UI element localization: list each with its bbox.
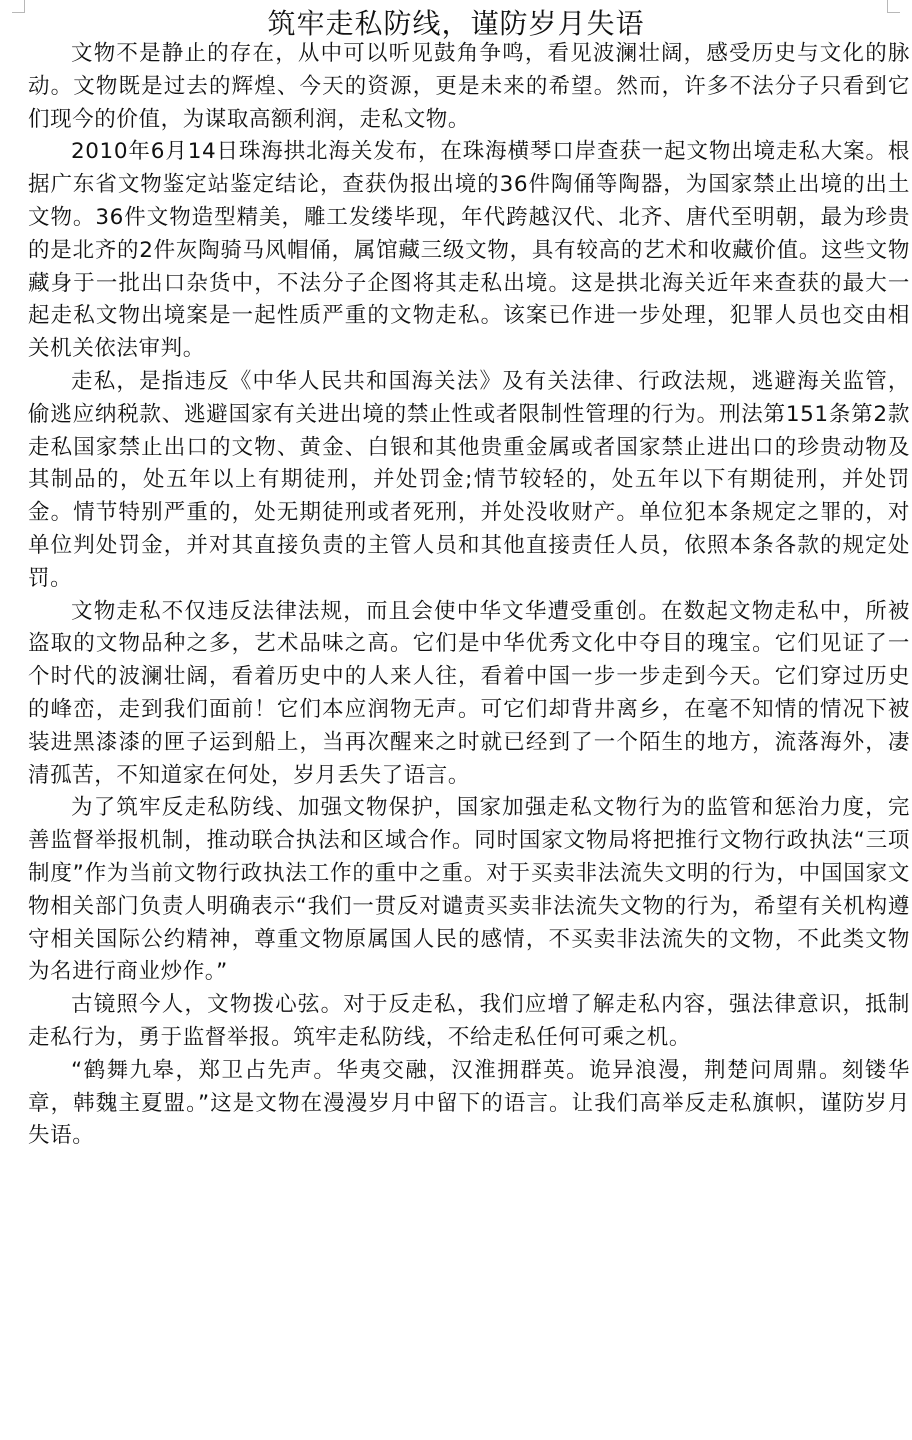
paragraph-call: 古镜照今人，文物拨心弦。对于反走私，我们应增了解走私内容，强法律意识，抵制走私行为，勇于监督举报。筑牢走私防线，不给走私任何可乘之机。	[28, 992, 910, 1050]
page-corner-mark-right	[887, 0, 900, 13]
paragraph-measures: 为了筑牢反走私防线、加强文物保护，国家加强走私文物行为的监管和惩治力度，完善监督举报机制，推动联合执法和区域合作。同时国家文物局将把推行文物行政执法“三项制度”作为当前文物行政执法工作的重中之重。对于买卖非法流失文明的行为，中国国家文物相关部门负责人明确表示“我们一贯反对谴责买卖非法流失文物的行为，希望有关机构遵守相关国际公约精神，尊重文物原属国人民的感情，不买卖非法流失的文物，不此类文物为名进行商业炒作。”	[28, 795, 910, 985]
paragraph-closing: “鹤舞九皋，郑卫占先声。华夷交融，汉淮拥群英。诡异浪漫，荆楚问周鼎。刻镂华章，韩魏主夏盟。”这是文物在漫漫岁月中留下的语言。让我们高举反走私旗帜，谨防岁月失语。	[28, 1057, 910, 1149]
paragraph-law: 走私，是指违反《中华人民共和国海关法》及有关法律、行政法规，逃避海关监管，偷逃应纳税款、逃避国家有关进出境的禁止性或者限制性管理的行为。刑法第151条第2款走私国家禁止出口的文物、黄金、白银和其他贵重金属或者国家禁止进出口的珍贵动物及其制品的，处五年以上有期徒刑，并处罚金;情节较轻的，处五年以下有期徒刑，并处罚金。情节特别严重的，处无期徒刑或者死刑，并处没收财产。单位犯本条规定之罪的，对单位判处罚金，并对其直接负责的主管人员和其他直接责任人员，依照本条各款的规定处罚。	[28, 368, 910, 591]
paragraph-case: 2010年6月14日珠海拱北海关发布，在珠海横琴口岸查获一起文物出境走私大案。根据广东省文物鉴定站鉴定结论，查获伪报出境的36件陶俑等陶器，为国家禁止出境的出土文物。36件文物造型精美，雕工发缕毕现，年代跨越汉代、北齐、唐代至明朝，最为珍贵的是北齐的2件灰陶骑马风帽俑，属馆藏三级文物，具有较高的艺术和收藏价值。这些文物藏身于一批出口杂货中，不法分子企图将其走私出境。这是拱北海关近年来查获的最大一起走私文物出境案是一起性质严重的文物走私。该案已作进一步处理，犯罪人员也交由相关机关依法审判。	[28, 139, 910, 362]
document-title: 筑牢走私防线，谨防岁月失语	[267, 7, 645, 40]
page-corner-mark-left	[12, 0, 25, 13]
document-body	[28, 38, 910, 1153]
paragraph-intro: 文物不是静止的存在，从中可以听见鼓角争鸣，看见波澜壮阔，感受历史与文化的脉动。文物既是过去的辉煌、今天的资源，更是未来的希望。然而，许多不法分子只看到它们现今的价值，为谋取高额利润，走私文物。	[28, 41, 910, 132]
paragraph-harm: 文物走私不仅违反法律法规，而且会使中华文华遭受重创。在数起文物走私中，所被盗取的文物品种之多，艺术品味之高。它们是中华优秀文化中夺目的瑰宝。它们见证了一个时代的波澜壮阔，看着历史中的人来人往，看着中国一步一步走到今天。它们穿过历史的峰峦，走到我们面前！它们本应润物无声。可它们却背井离乡，在毫不知情的情况下被装进黑漆漆的匣子运到船上，当再次醒来之时就已经到了一个陌生的地方，流落海外，凄清孤苦，不知道家在何处，岁月丢失了语言。	[28, 598, 910, 788]
